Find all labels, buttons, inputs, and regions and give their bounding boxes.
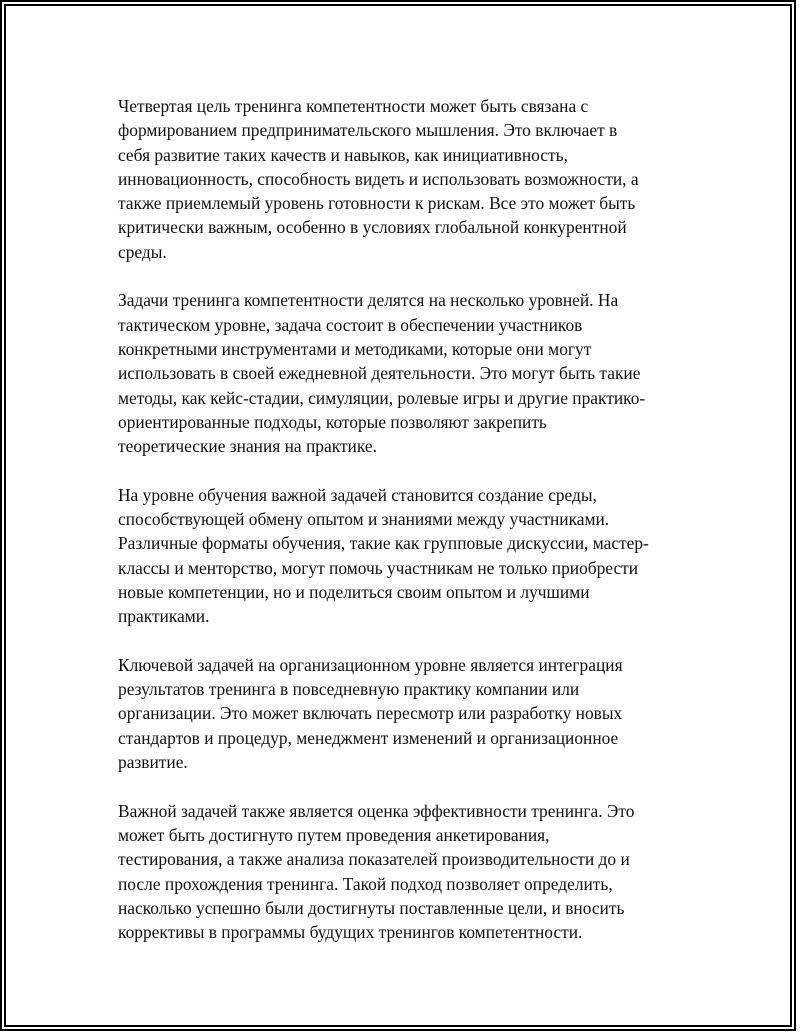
text-line: теоретические знания на практике. bbox=[118, 436, 377, 457]
text-line: насколько успешно были достигнуты поставленные цели, и вносить bbox=[118, 897, 625, 918]
text-line: методы, как кейс-стадии, симуляции, ролевые игры и другие практико- bbox=[118, 387, 646, 408]
text-line: среды. bbox=[118, 241, 167, 262]
text-line: Важной задачей также является оценка эффективности тренинга. Это bbox=[118, 800, 635, 821]
text-line: Четвертая цель тренинга компетентности может быть связана с bbox=[118, 96, 589, 116]
text-line: Задачи тренинга компетентности делятся на несколько уровней. На bbox=[118, 290, 619, 311]
text-line: может быть достигнуто путем проведения анкетирования, bbox=[118, 824, 550, 845]
document-body bbox=[118, 94, 688, 969]
paragraph-training-evaluation bbox=[118, 799, 688, 945]
text-line: тестирования, а также анализа показателей производительности до и bbox=[118, 849, 630, 870]
text-line: тактическом уровне, задача состоит в обеспечении участников bbox=[118, 314, 583, 335]
text-line: ориентированные подходы, которые позволяют закрепить bbox=[118, 411, 547, 432]
text-line: конкретными инструментами и методиками, которые они могут bbox=[118, 338, 592, 359]
text-line: коррективы в программы будущих тренингов компетентности. bbox=[118, 922, 583, 943]
text-line: критически важным, особенно в условиях глобальной конкурентной bbox=[118, 217, 627, 238]
text-line: развитие. bbox=[118, 752, 188, 773]
text-line: способствующей обмену опытом и знаниями между участниками. bbox=[118, 509, 610, 530]
text-line: стандартов и процедур, менеджмент изменений и организационное bbox=[118, 727, 619, 748]
text-line: также приемлемый уровень готовности к рискам. Все это может быть bbox=[118, 193, 636, 214]
text-line: новые компетенции, но и поделиться своим опытом и лучшими bbox=[118, 581, 590, 602]
text-line: инновационность, способность видеть и использовать возможности, а bbox=[118, 168, 639, 189]
text-line: результатов тренинга в повседневную практику компании или bbox=[118, 679, 580, 700]
paragraph-entrepreneurial-thinking bbox=[118, 94, 688, 264]
text-line: организации. Это может включать пересмотр или разработку новых bbox=[118, 703, 623, 724]
text-line: На уровне обучения важной задачей становится создание среды, bbox=[118, 484, 597, 505]
text-line: себя развитие таких качеств и навыков, как инициативность, bbox=[118, 144, 568, 165]
text-line: использовать в своей ежедневной деятельности. Это могут быть такие bbox=[118, 363, 641, 384]
paragraph-organizational-level bbox=[118, 653, 688, 774]
text-line: классы и менторство, могут помочь участникам не только приобрести bbox=[118, 557, 639, 578]
paragraph-learning-level bbox=[118, 483, 688, 629]
text-line: после прохождения тренинга. Такой подход позволяет определить, bbox=[118, 873, 613, 894]
text-line: Различные форматы обучения, такие как групповые дискуссии, мастер- bbox=[118, 533, 649, 554]
text-line: Ключевой задачей на организационном уровне является интеграция bbox=[118, 654, 623, 675]
text-line: формированием предпринимательского мышления. Это включает в bbox=[118, 120, 618, 141]
text-line: практиками. bbox=[118, 606, 210, 627]
paragraph-tactical-level bbox=[118, 288, 688, 458]
